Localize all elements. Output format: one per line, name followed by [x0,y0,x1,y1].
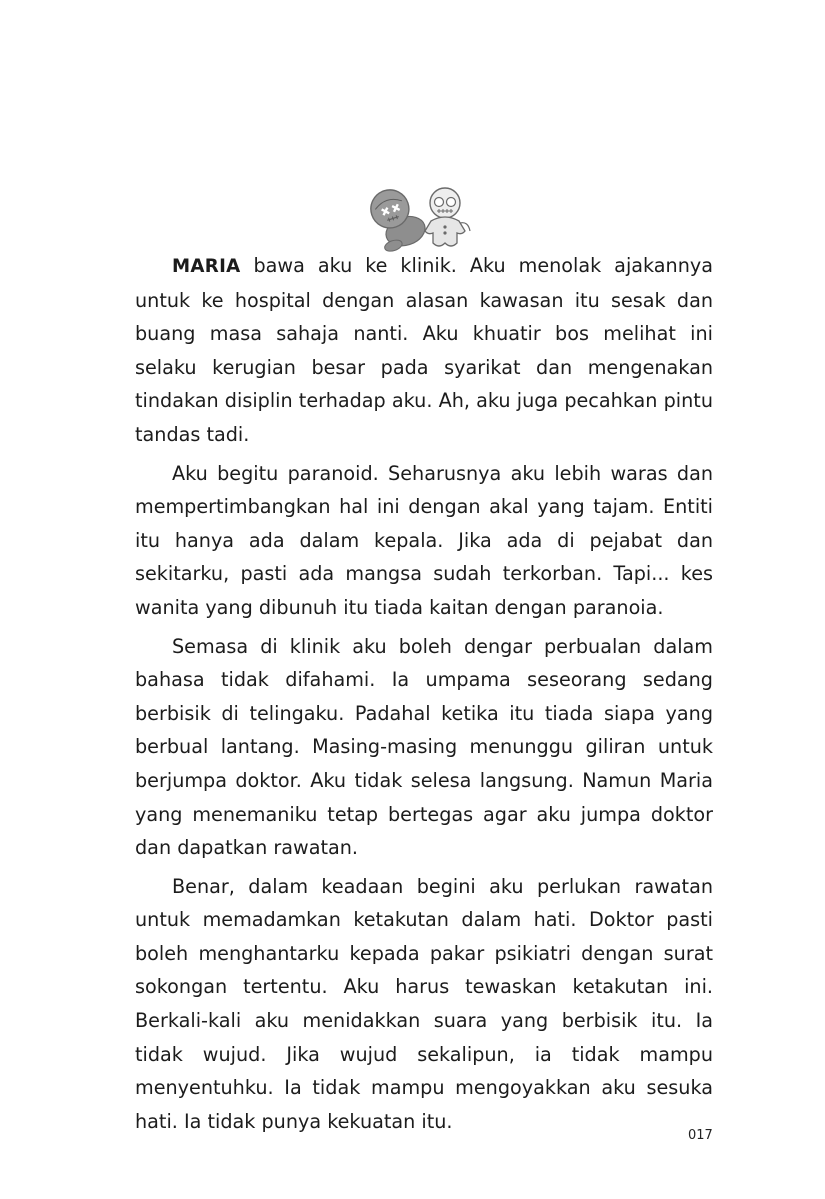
paragraph-2: Aku begitu paranoid. Seharusnya aku lebih waras dan mempertimbangkan hal ini dengan akal yang tajam. Entiti itu hanya ada dalam kepala. Jika ada di pejabat dan sekitarku, pasti ada mangsa sudah terkorban. Tapi... kes wanita yang dibunuh itu tiada kaitan dengan paranoia. [135,461,713,619]
lead-word: MARIA [172,256,241,277]
paragraph-1 [135,249,713,452]
chapter-body [135,249,713,1143]
paragraph-4: Benar, dalam keadaan begini aku perlukan rawatan untuk memadamkan ketakutan dalam hati. Doktor pasti boleh menghantarku kepada pakar psikiatri dengan surat sokongan tertentu. Aku harus tewaskan ketakutan ini. Berkali-kali aku menidakkan suara yang berbisik itu. Ia tidak wujud. Jika wujud sekalipun, ia tidak mampu menyentuhku. Ia tidak mampu mengoyakkan aku sesuka hati. Ia tidak punya kekuatan itu. [135,874,713,1133]
paragraph-3: Semasa di klinik aku boleh dengar perbualan dalam bahasa tidak difahami. Ia umpama seseorang sedang berbisik di telingaku. Padahal ketika itu tiada siapa yang berbual lantang. Masing-masing menunggu giliran untuk berjumpa doktor. Aku tidak selesa langsung. Namun Maria yang menemaniku tetap bertegas agar aku jumpa doktor dan dapatkan rawatan. [135,634,713,860]
page-number: 017 [688,1128,713,1143]
voodoo-dolls-icon [366,183,478,253]
paragraph-1-text: bawa aku ke klinik. Aku menolak ajakannya untuk ke hospital dengan alasan kawasan itu sesak dan buang masa sahaja nanti. Aku khuatir bos melihat ini selaku kerugian besar pada syarikat dan mengenakan tindakan disiplin terhadap aku. Ah, aku juga pecahkan pintu tandas tadi. [135,254,713,446]
